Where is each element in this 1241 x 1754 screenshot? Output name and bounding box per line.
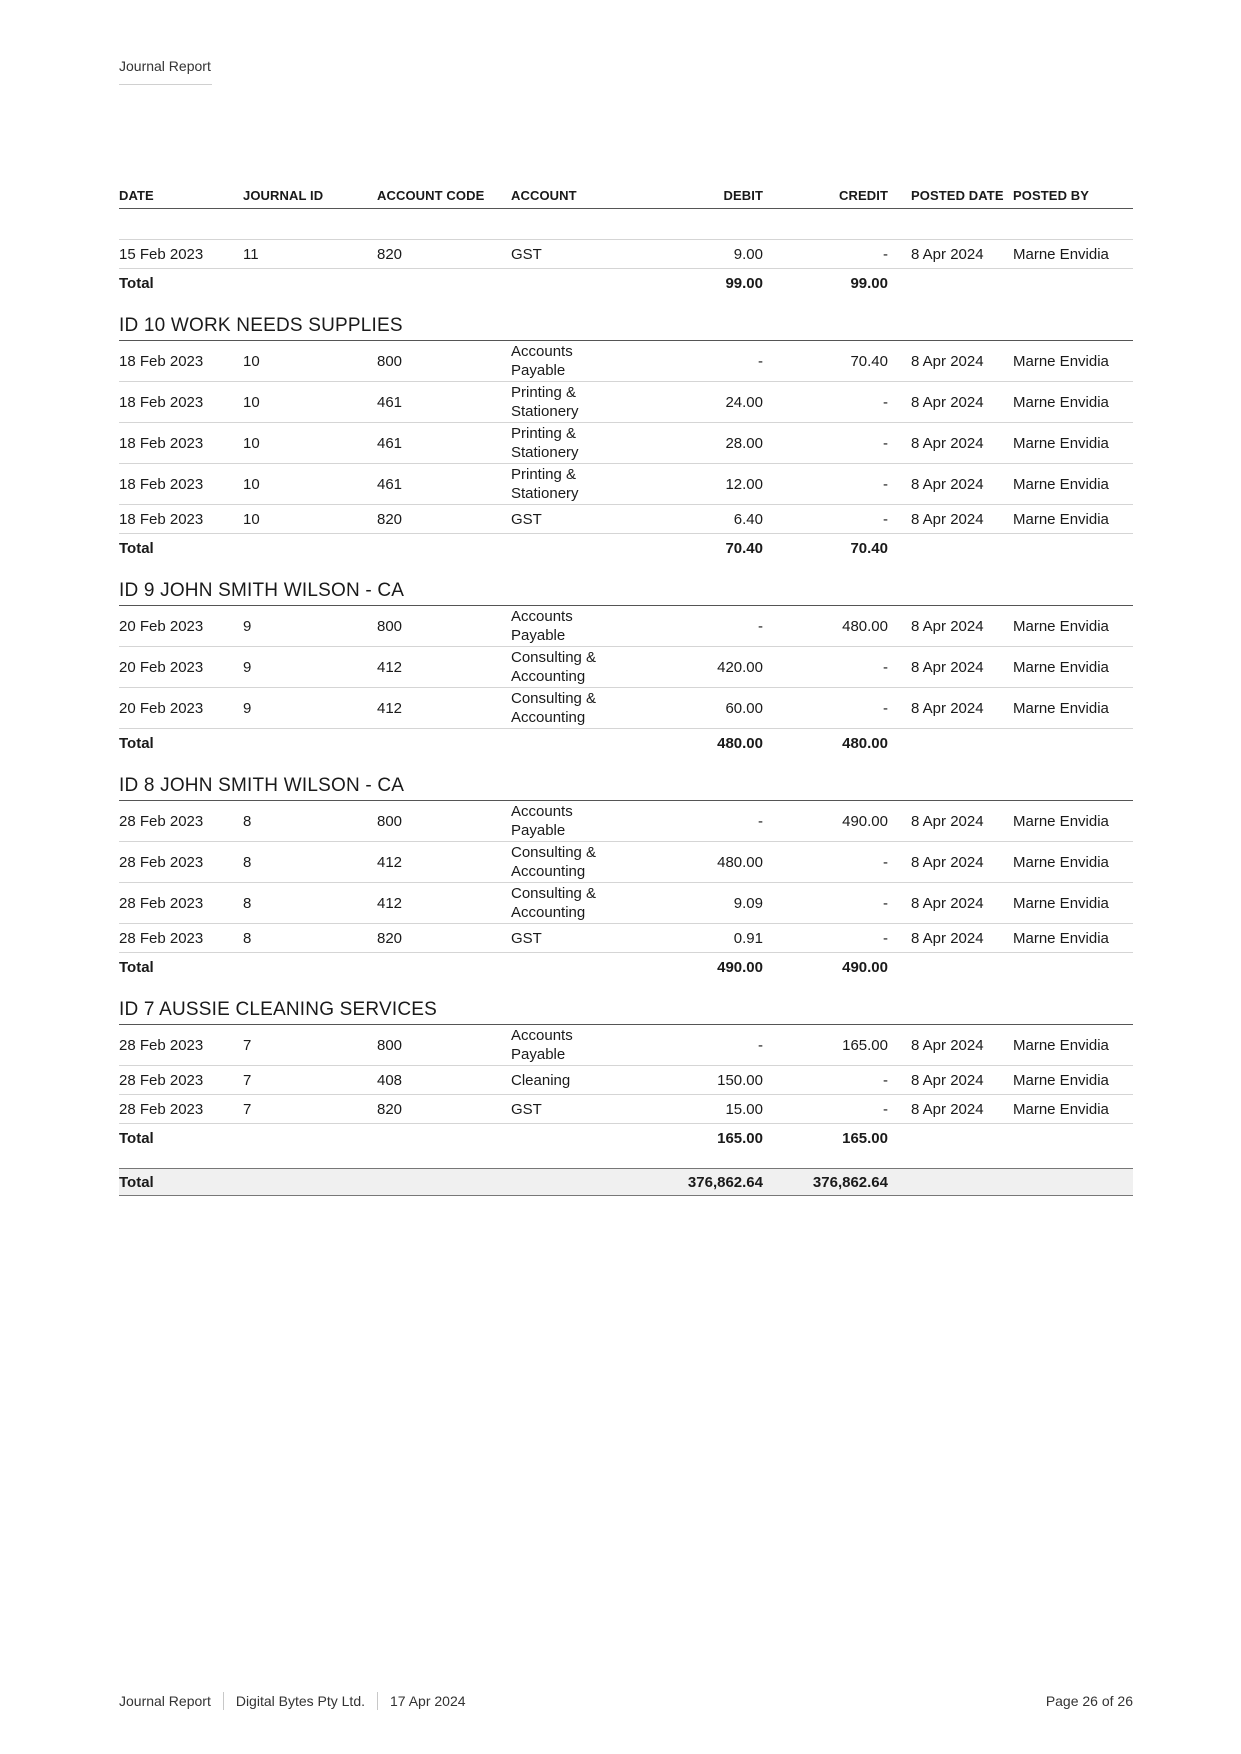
- cell-credit: 490.00: [842, 812, 888, 830]
- cell-account: Accounts Payable: [511, 343, 573, 379]
- cell-posted-date: 8 Apr 2024: [911, 617, 984, 635]
- cell-posted-date: 8 Apr 2024: [911, 699, 984, 717]
- cell-posted-date: 8 Apr 2024: [911, 510, 984, 528]
- cell-date: 18 Feb 2023: [119, 393, 204, 411]
- table-row: [119, 606, 1133, 647]
- subtotal-debit: 490.00: [717, 959, 763, 976]
- subtotal-row: [119, 729, 1133, 758]
- subtotal-debit: 165.00: [717, 1130, 763, 1147]
- cell-debit: 0.91: [733, 929, 763, 947]
- cell-posted-by: Marne Envidia: [1013, 658, 1109, 676]
- table-row: [119, 688, 1133, 729]
- cell-journal-id: 10: [243, 434, 260, 452]
- cell-account-code: 820: [377, 1100, 403, 1118]
- table-spacer: [119, 209, 1133, 240]
- table-row: [119, 1025, 1133, 1066]
- cell-account: Printing & Stationery: [511, 425, 579, 461]
- cell-account-code: 820: [377, 929, 403, 947]
- cell-account-code: 800: [377, 812, 403, 830]
- column-header-row: [119, 183, 1133, 209]
- cell-credit: -: [883, 510, 888, 528]
- column-header-journal-id: JOURNAL ID: [243, 188, 324, 203]
- column-header-credit: CREDIT: [839, 188, 888, 203]
- cell-journal-id: 9: [243, 658, 252, 676]
- table-row: [119, 1066, 1133, 1095]
- cell-credit: 70.40: [850, 352, 888, 370]
- cell-journal-id: 9: [243, 617, 252, 635]
- subtotal-row: [119, 953, 1133, 982]
- column-header-account: ACCOUNT: [511, 188, 577, 203]
- cell-account-code: 800: [377, 352, 403, 370]
- cell-account: Consulting & Accounting: [511, 885, 597, 921]
- cell-account-code: 412: [377, 894, 403, 912]
- cell-posted-by: Marne Envidia: [1013, 699, 1109, 717]
- cell-account: GST: [511, 510, 542, 528]
- cell-posted-by: Marne Envidia: [1013, 929, 1109, 947]
- subtotal-credit: 70.40: [850, 540, 888, 557]
- cell-posted-date: 8 Apr 2024: [911, 434, 984, 452]
- footer-separator: [377, 1692, 378, 1710]
- page-footer: [119, 1692, 1133, 1710]
- cell-debit: 28.00: [725, 434, 763, 452]
- cell-date: 18 Feb 2023: [119, 352, 204, 370]
- cell-credit: -: [883, 393, 888, 411]
- cell-posted-date: 8 Apr 2024: [911, 1100, 984, 1118]
- journal-report-table: [119, 183, 1133, 1196]
- cell-journal-id: 10: [243, 475, 260, 493]
- cell-account: Accounts Payable: [511, 608, 573, 644]
- cell-journal-id: 10: [243, 352, 260, 370]
- cell-date: 28 Feb 2023: [119, 1100, 204, 1118]
- table-row: [119, 423, 1133, 464]
- cell-posted-by: Marne Envidia: [1013, 510, 1109, 528]
- cell-account-code: 800: [377, 617, 403, 635]
- journal-group: [119, 998, 1133, 1153]
- cell-credit: -: [883, 658, 888, 676]
- cell-journal-id: 8: [243, 812, 252, 830]
- cell-credit: -: [883, 929, 888, 947]
- cell-date: 28 Feb 2023: [119, 1036, 204, 1054]
- column-header-date: DATE: [119, 188, 154, 203]
- table-row: [119, 924, 1133, 953]
- footer-separator: [223, 1692, 224, 1710]
- cell-posted-by: Marne Envidia: [1013, 434, 1109, 452]
- table-row: [119, 883, 1133, 924]
- cell-journal-id: 10: [243, 510, 260, 528]
- cell-debit: 150.00: [717, 1071, 763, 1089]
- cell-date: 20 Feb 2023: [119, 617, 204, 635]
- table-row: [119, 464, 1133, 505]
- cell-posted-by: Marne Envidia: [1013, 1036, 1109, 1054]
- cell-posted-date: 8 Apr 2024: [911, 1036, 984, 1054]
- subtotal-row: [119, 269, 1133, 298]
- cell-account: GST: [511, 929, 542, 947]
- cell-debit: 9.09: [733, 894, 763, 912]
- cell-credit: -: [883, 1100, 888, 1118]
- subtotal-debit: 99.00: [725, 275, 763, 292]
- journal-groups: [119, 314, 1133, 1153]
- cell-account: GST: [511, 245, 542, 263]
- grand-total-label: Total: [119, 1173, 154, 1191]
- subtotal-credit: 165.00: [842, 1130, 888, 1147]
- journal-group-title: ID 9 JOHN SMITH WILSON - CA: [119, 579, 1133, 606]
- cell-date: 28 Feb 2023: [119, 812, 204, 830]
- cell-account: Consulting & Accounting: [511, 649, 597, 685]
- table-row: [119, 801, 1133, 842]
- cell-account-code: 461: [377, 434, 403, 452]
- cell-account: Printing & Stationery: [511, 466, 579, 502]
- journal-group-title: ID 7 AUSSIE CLEANING SERVICES: [119, 998, 1133, 1025]
- cell-posted-date: 8 Apr 2024: [911, 658, 984, 676]
- subtotal-label: Total: [119, 275, 154, 292]
- subtotal-label: Total: [119, 959, 154, 976]
- journal-group-title: ID 8 JOHN SMITH WILSON - CA: [119, 774, 1133, 801]
- journal-group-title: ID 10 WORK NEEDS SUPPLIES: [119, 314, 1133, 341]
- cell-account-code: 408: [377, 1071, 403, 1089]
- cell-account-code: 412: [377, 853, 403, 871]
- cell-account: Printing & Stationery: [511, 384, 579, 420]
- cell-debit: 420.00: [717, 658, 763, 676]
- cell-journal-id: 8: [243, 929, 252, 947]
- carryover-section: [119, 240, 1133, 298]
- cell-account: Accounts Payable: [511, 803, 573, 839]
- cell-posted-date: 8 Apr 2024: [911, 894, 984, 912]
- cell-posted-date: 8 Apr 2024: [911, 475, 984, 493]
- cell-posted-date: 8 Apr 2024: [911, 393, 984, 411]
- cell-account-code: 820: [377, 245, 403, 263]
- cell-credit: 480.00: [842, 617, 888, 635]
- subtotal-label: Total: [119, 735, 154, 752]
- column-header-debit: DEBIT: [723, 188, 763, 203]
- cell-account-code: 800: [377, 1036, 403, 1054]
- cell-journal-id: 11: [243, 245, 259, 263]
- table-row: [119, 240, 1133, 269]
- cell-posted-by: Marne Envidia: [1013, 393, 1109, 411]
- cell-date: 20 Feb 2023: [119, 658, 204, 676]
- subtotal-label: Total: [119, 1130, 154, 1147]
- cell-journal-id: 7: [243, 1100, 252, 1118]
- cell-account: GST: [511, 1100, 542, 1118]
- grand-total-credit: 376,862.64: [812, 1173, 888, 1191]
- cell-credit: -: [883, 853, 888, 871]
- grand-total-row: [119, 1168, 1133, 1196]
- subtotal-row: [119, 1124, 1133, 1153]
- page-header-title: Journal Report: [119, 58, 211, 74]
- cell-credit: -: [883, 434, 888, 452]
- cell-posted-date: 8 Apr 2024: [911, 245, 984, 263]
- subtotal-row: [119, 534, 1133, 563]
- table-row: [119, 341, 1133, 382]
- cell-posted-date: 8 Apr 2024: [911, 812, 984, 830]
- cell-date: 18 Feb 2023: [119, 434, 204, 452]
- column-header-posted-by: POSTED BY: [1013, 188, 1090, 203]
- cell-credit: -: [883, 699, 888, 717]
- cell-date: 28 Feb 2023: [119, 894, 204, 912]
- subtotal-debit: 70.40: [725, 540, 763, 557]
- cell-posted-by: Marne Envidia: [1013, 245, 1109, 263]
- grand-total-debit: 376,862.64: [687, 1173, 763, 1191]
- cell-credit: -: [883, 475, 888, 493]
- cell-debit: -: [758, 352, 763, 370]
- cell-debit: -: [758, 1036, 763, 1054]
- subtotal-label: Total: [119, 540, 154, 557]
- journal-group: [119, 774, 1133, 982]
- cell-debit: 9.00: [733, 245, 763, 263]
- cell-debit: 24.00: [725, 393, 763, 411]
- cell-account-code: 461: [377, 393, 403, 411]
- cell-debit: -: [758, 617, 763, 635]
- subtotal-credit: 480.00: [842, 735, 888, 752]
- cell-account: Cleaning: [511, 1071, 571, 1089]
- column-header-account-code: ACCOUNT CODE: [377, 188, 485, 203]
- cell-posted-by: Marne Envidia: [1013, 853, 1109, 871]
- cell-journal-id: 7: [243, 1071, 252, 1089]
- cell-debit: -: [758, 812, 763, 830]
- subtotal-credit: 99.00: [850, 275, 888, 292]
- footer-page-number: Page 26 of 26: [1045, 1693, 1133, 1709]
- cell-posted-by: Marne Envidia: [1013, 1100, 1109, 1118]
- footer-report-name: Journal Report: [119, 1693, 211, 1709]
- cell-journal-id: 10: [243, 393, 260, 411]
- cell-account: Accounts Payable: [511, 1027, 573, 1063]
- cell-account: Consulting & Accounting: [511, 844, 597, 880]
- table-row: [119, 505, 1133, 534]
- cell-date: 20 Feb 2023: [119, 699, 204, 717]
- column-header-posted-date: POSTED DATE: [911, 188, 1004, 203]
- footer-company: Digital Bytes Pty Ltd.: [235, 1693, 365, 1709]
- cell-debit: 480.00: [717, 853, 763, 871]
- journal-group: [119, 579, 1133, 758]
- cell-debit: 15.00: [725, 1100, 763, 1118]
- cell-credit: -: [883, 1071, 888, 1089]
- cell-posted-date: 8 Apr 2024: [911, 1071, 984, 1089]
- cell-journal-id: 8: [243, 853, 252, 871]
- cell-posted-date: 8 Apr 2024: [911, 929, 984, 947]
- cell-account-code: 820: [377, 510, 403, 528]
- cell-account: Consulting & Accounting: [511, 690, 597, 726]
- cell-date: 18 Feb 2023: [119, 475, 204, 493]
- cell-journal-id: 9: [243, 699, 252, 717]
- cell-posted-by: Marne Envidia: [1013, 1071, 1109, 1089]
- cell-date: 28 Feb 2023: [119, 853, 204, 871]
- header-underline: [119, 84, 212, 85]
- journal-group: [119, 314, 1133, 563]
- cell-posted-by: Marne Envidia: [1013, 475, 1109, 493]
- cell-date: 18 Feb 2023: [119, 510, 204, 528]
- footer-date: 17 Apr 2024: [390, 1693, 466, 1709]
- cell-posted-by: Marne Envidia: [1013, 812, 1109, 830]
- cell-account-code: 412: [377, 658, 403, 676]
- cell-posted-date: 8 Apr 2024: [911, 853, 984, 871]
- table-row: [119, 842, 1133, 883]
- cell-date: 28 Feb 2023: [119, 1071, 204, 1089]
- cell-debit: 12.00: [725, 475, 763, 493]
- cell-credit: -: [883, 245, 888, 263]
- cell-credit: 165.00: [842, 1036, 888, 1054]
- cell-date: 15 Feb 2023: [119, 245, 204, 263]
- cell-posted-by: Marne Envidia: [1013, 894, 1109, 912]
- table-row: [119, 647, 1133, 688]
- subtotal-credit: 490.00: [842, 959, 888, 976]
- cell-account-code: 412: [377, 699, 403, 717]
- cell-debit: 6.40: [733, 510, 763, 528]
- cell-posted-by: Marne Envidia: [1013, 617, 1109, 635]
- table-row: [119, 382, 1133, 423]
- cell-credit: -: [883, 894, 888, 912]
- page-header: [119, 58, 212, 85]
- cell-journal-id: 8: [243, 894, 252, 912]
- cell-date: 28 Feb 2023: [119, 929, 204, 947]
- cell-posted-by: Marne Envidia: [1013, 352, 1109, 370]
- cell-debit: 60.00: [725, 699, 763, 717]
- cell-posted-date: 8 Apr 2024: [911, 352, 984, 370]
- cell-account-code: 461: [377, 475, 403, 493]
- cell-journal-id: 7: [243, 1036, 252, 1054]
- table-row: [119, 1095, 1133, 1124]
- subtotal-debit: 480.00: [717, 735, 763, 752]
